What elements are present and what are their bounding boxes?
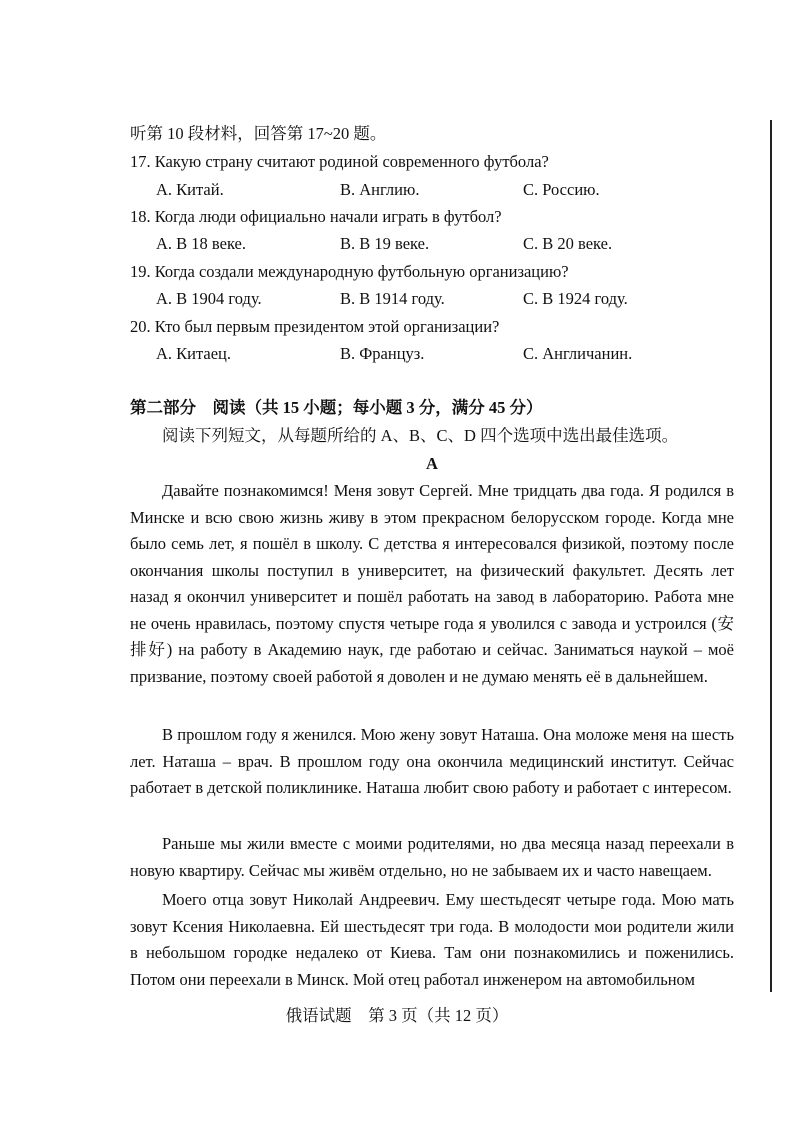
q18-option-b: B. В 19 веке. (340, 234, 430, 253)
q20-option-a: A. Китаец. (156, 344, 232, 363)
passage-label: A (426, 454, 438, 473)
q19-option-c: C. В 1924 году. (523, 289, 628, 308)
q20-option-b: B. Француз. (340, 344, 425, 363)
question-18: 18. Когда люди официально начали играть в футбол? (130, 207, 502, 226)
question-17: 17. Какую страну считают родиной современного футбола? (130, 152, 549, 171)
question-20: 20. Кто был первым президентом этой организации? (130, 317, 500, 336)
q19-option-b: B. В 1914 году. (340, 289, 445, 308)
q20-option-c: C. Англичанин. (523, 344, 633, 363)
passage-paragraph-3: Раньше мы жили вместе с моими родителями, но два месяца назад переехали в новую квартиру. Сейчас мы живём отдельно, но не забываем их и часто навещаем. (130, 834, 734, 880)
q18-option-c: C. В 20 веке. (523, 234, 613, 253)
passage-paragraph-4: Моего отца зовут Николай Андреевич. Ему шестьдесят четыре года. Мою мать зовут Ксения Николаевна. Ей шестьдесят три года. В молодости мои родители жили в небольшом городке недалеко от Киева. Там они познакомились и поженились. Потом они переехали в Минск. Мой отец работал инженером на автомобильном (130, 890, 734, 989)
q17-option-c: C. Россию. (523, 180, 600, 199)
passage-paragraph-2: В прошлом году я женился. Мою жену зовут Наташа. Она моложе меня на шесть лет. Наташа – врач. В прошлом году она окончила медицинский институт. Сейчас работает в детской поликлинике. Наташа любит свою работу и работает с интересом. (130, 725, 734, 797)
q19-option-a: A. В 1904 году. (156, 289, 262, 308)
q18-option-a: A. В 18 веке. (156, 234, 246, 253)
reading-section-title: 第二部分 阅读（共 15 小题；每小题 3 分，满分 45 分） (130, 398, 543, 417)
margin-rule (770, 120, 772, 992)
passage-paragraph-1: Давайте познакомимся! Меня зовут Сергей. Мне тридцать два года. Я родился в Минске и всю свою жизнь живу в этом прекрасном белорусском городе. Когда мне было семь лет, я пошёл в школу. С детства я интересовался физикой, поэтому после окончания школы поступил в университет, на физический факультет. Десять лет назад я окончил университет и пошёл работать на завод в лабораторию. Работа мне не очень нравилась, поэтому спустя четыре года я уволился с завода и устроился (安排好) на работу в Академию наук, где работаю и сейчас. Заниматься наукой – моё призвание, поэтому своей работой я доволен и не думаю менять её в дальнейшем. (130, 481, 734, 686)
q17-option-a: A. Китай. (156, 180, 224, 199)
page-footer: 俄语试题 第 3 页（共 12 页） (285, 1006, 509, 1025)
listening-instruction: 听第 10 段材料，回答第 17~20 题。 (130, 124, 387, 143)
q17-option-b: B. Англию. (340, 180, 420, 199)
reading-instruction: 阅读下列短文，从每题所给的 A、B、C、D 四个选项中选出最佳选项。 (162, 426, 679, 445)
question-19: 19. Когда создали международную футбольную организацию? (130, 262, 569, 281)
